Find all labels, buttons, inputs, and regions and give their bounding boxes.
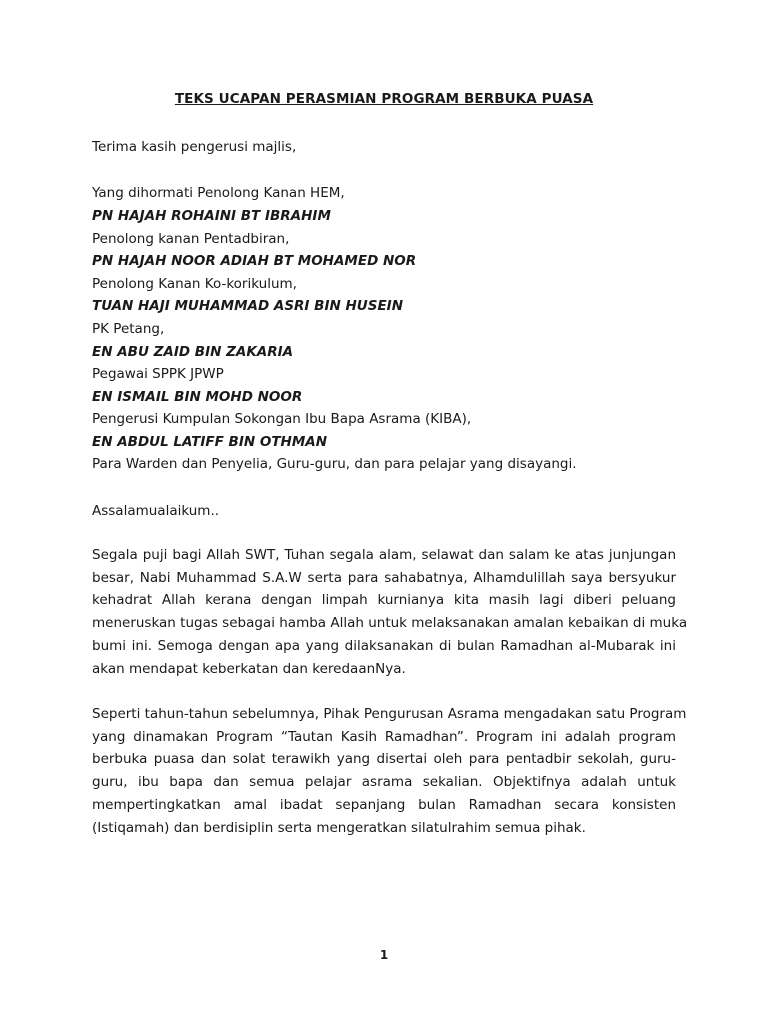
paragraph-2-line: Seperti tahun-tahun sebelumnya, Pihak Pengurusan Asrama mengadakan satu Program <box>92 706 687 722</box>
dignitary-role-6: Pengerusi Kumpulan Sokongan Ibu Bapa Asrama (KIBA), <box>92 411 472 427</box>
paragraph-1 <box>92 544 688 680</box>
paragraph-2-line: (Istiqamah) dan berdisiplin serta mengeratkan silatulrahim semua pihak. <box>92 819 586 836</box>
document-title: TEKS UCAPAN PERASMIAN PROGRAM BERBUKA PUASA <box>174 91 594 107</box>
paragraph-1-line: meneruskan tugas sebagai hamba Allah untuk melaksanakan amalan kebaikan di muka <box>92 615 688 632</box>
paragraph-1-line: kehadrat Allah kerana dengan limpah kurnianya kita masih lagi diberi peluang <box>92 592 676 609</box>
paragraph-1-line: besar, Nabi Muhammad S.A.W serta para sahabatnya, Alhamdulillah saya bersyukur <box>92 569 676 586</box>
dignitary-role-2: Penolong kanan Pentadbiran, <box>92 231 290 247</box>
dignitary-name-4: EN ABU ZAID BIN ZAKARIA <box>92 344 294 360</box>
dignitary-name-6: EN ABDUL LATIFF BIN OTHMAN <box>92 434 328 450</box>
dignitary-name-1: PN HAJAH ROHAINI BT IBRAHIM <box>92 208 331 224</box>
page-number: 1 <box>379 948 389 962</box>
paragraph-2 <box>92 703 687 839</box>
salutation: Assalamualaikum.. <box>92 503 220 519</box>
paragraph-2-line: berbuka puasa dan solat terawikh yang disertai oleh para pentadbir sekolah, guru- <box>92 751 676 768</box>
dignitary-name-2: PN HAJAH NOOR ADIAH BT MOHAMED NOR <box>92 253 417 269</box>
paragraph-2-line: guru, ibu bapa dan semua pelajar asrama sekalian. Objektifnya adalah untuk <box>92 774 676 791</box>
paragraph-1-line: akan mendapat keberkatan dan keredaanNya. <box>92 660 406 677</box>
paragraph-2-line: yang dinamakan Program “Tautan Kasih Ramadhan”. Program ini adalah program <box>92 728 676 745</box>
dignitary-role-5: Pegawai SPPK JPWP <box>92 366 224 382</box>
dignitary-name-5: EN ISMAIL BIN MOHD NOOR <box>92 389 303 405</box>
dignitary-role-1: Yang dihormati Penolong Kanan HEM, <box>92 185 345 201</box>
paragraph-2-line: mempertingkatkan amal ibadat sepanjang bulan Ramadhan secara konsisten <box>92 796 676 813</box>
paragraph-1-line: bumi ini. Semoga dengan apa yang dilaksanakan di bulan Ramadhan al-Mubarak ini <box>92 637 676 654</box>
audience-line: Para Warden dan Penyelia, Guru-guru, dan para pelajar yang disayangi. <box>92 456 577 472</box>
dignitary-name-3: TUAN HAJI MUHAMMAD ASRI BIN HUSEIN <box>92 298 403 314</box>
greeting: Terima kasih pengerusi majlis, <box>92 139 297 155</box>
dignitary-role-4: PK Petang, <box>92 321 165 337</box>
dignitary-role-3: Penolong Kanan Ko-korikulum, <box>92 276 297 292</box>
paragraph-1-line: Segala puji bagi Allah SWT, Tuhan segala alam, selawat dan salam ke atas junjungan <box>92 547 676 563</box>
